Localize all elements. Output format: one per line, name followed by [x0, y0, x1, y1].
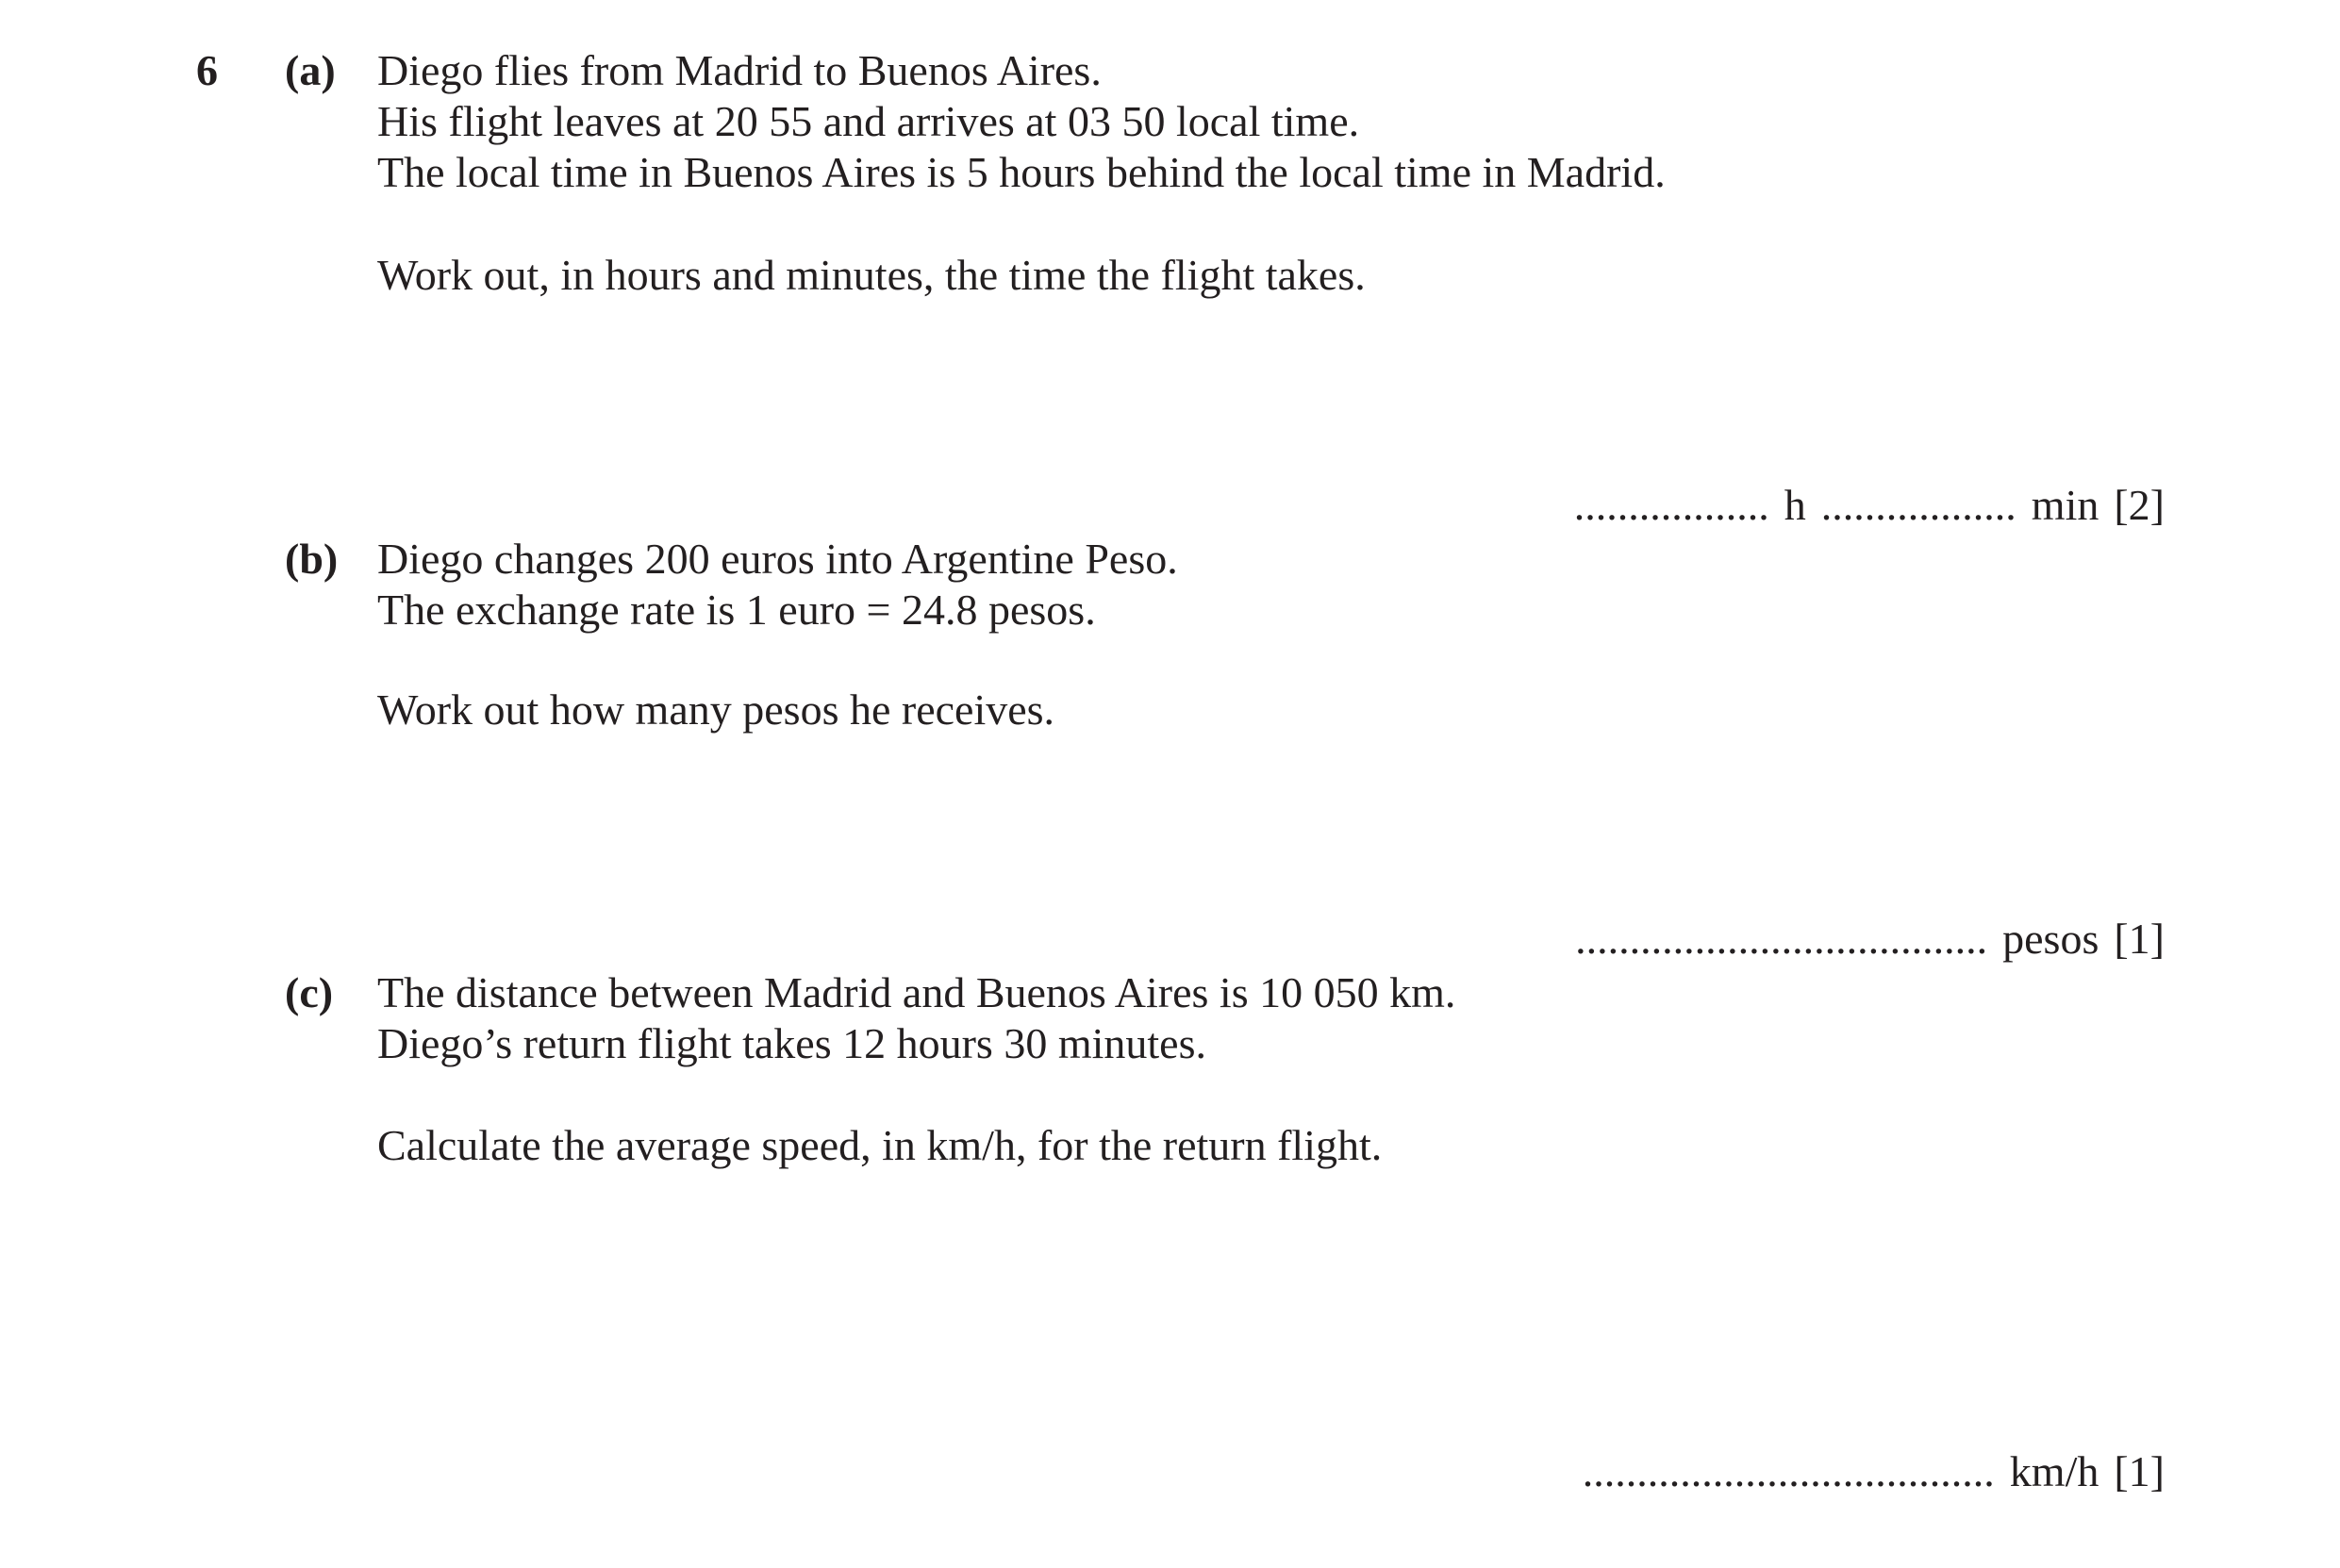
unit-pesos: pesos: [2002, 915, 2099, 963]
part-b-line-1: Diego changes 200 euros into Argentine Peso.: [377, 535, 1178, 583]
marks-b: [1]: [2114, 915, 2165, 963]
answer-dots-hours[interactable]: ..................: [1573, 481, 1769, 529]
question-number: 6: [196, 46, 218, 94]
part-a-answer-line[interactable]: [1552, 429, 2165, 531]
part-c-line-1: The distance between Madrid and Buenos Aires is 10 050 km.: [377, 968, 1456, 1016]
part-b-label: (b): [285, 535, 339, 583]
part-a-instruction: Work out, in hours and minutes, the time the flight takes.: [377, 251, 1366, 299]
part-c-label: (c): [285, 968, 334, 1016]
part-a-line-2: His flight leaves at 20 55 and arrives at 03 50 local time.: [377, 97, 1360, 145]
part-c-line-2: Diego’s return flight takes 12 hours 30 minutes.: [377, 1019, 1206, 1067]
part-a-line-3: The local time in Buenos Aires is 5 hours behind the local time in Madrid.: [377, 148, 1666, 196]
answer-dots-speed[interactable]: ......................................: [1582, 1447, 1995, 1495]
part-c-answer-line[interactable]: [1561, 1395, 2165, 1497]
part-a-line-1: Diego flies from Madrid to Buenos Aires.: [377, 46, 1102, 94]
answer-dots-pesos[interactable]: ......................................: [1575, 915, 1988, 963]
part-b-line-2: The exchange rate is 1 euro = 24.8 pesos.: [377, 586, 1096, 634]
part-b-answer-line[interactable]: [1553, 863, 2165, 965]
marks-a: [2]: [2114, 481, 2165, 529]
unit-kmh: km/h: [2009, 1447, 2099, 1495]
marks-c: [1]: [2114, 1447, 2165, 1495]
part-a-label: (a): [285, 46, 336, 94]
part-c-instruction: Calculate the average speed, in km/h, for the return flight.: [377, 1121, 1383, 1169]
unit-hours: h: [1784, 481, 1806, 529]
part-b-instruction: Work out how many pesos he receives.: [377, 685, 1055, 734]
answer-dots-minutes[interactable]: ..................: [1820, 481, 2016, 529]
unit-minutes: min: [2031, 481, 2099, 529]
